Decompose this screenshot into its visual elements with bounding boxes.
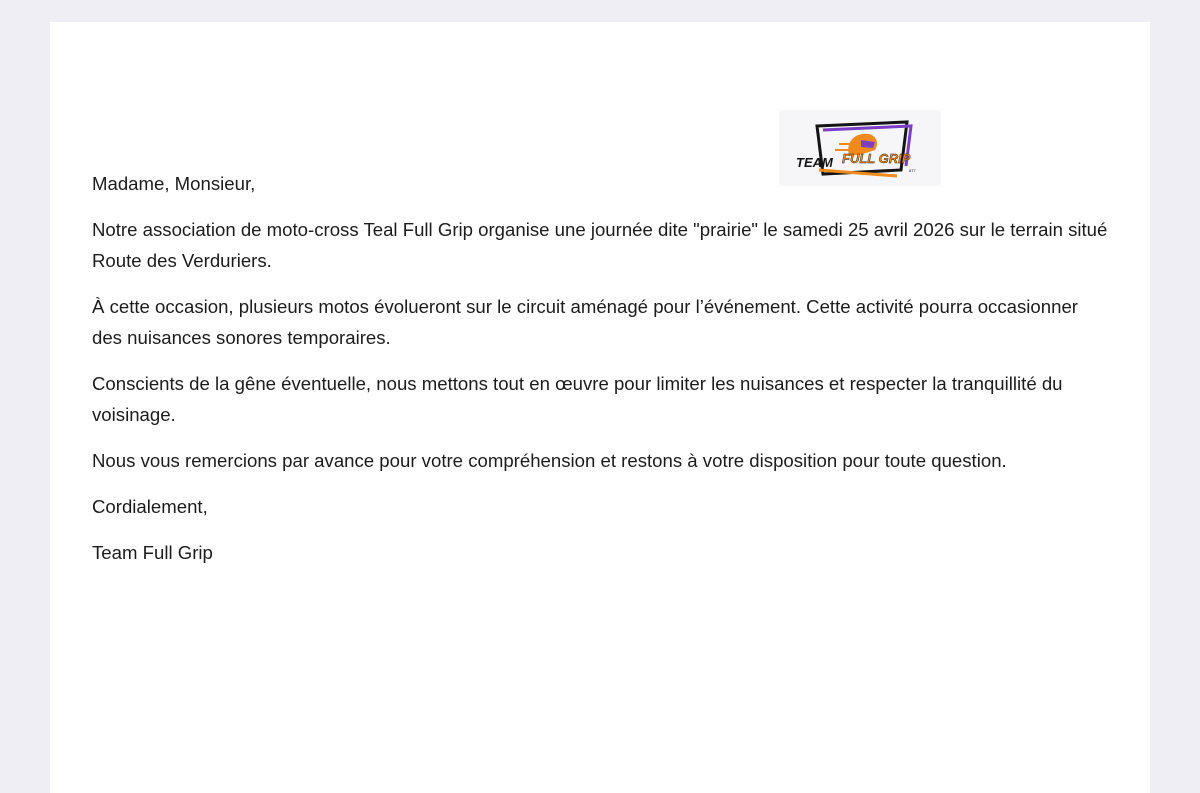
salutation: Madame, Monsieur, xyxy=(92,173,256,194)
letter-body xyxy=(92,168,1112,583)
logo-word-full-grip: FULL GRIP xyxy=(842,151,911,166)
paragraph-thanks: Nous vous remercions par avance pour votre compréhension et restons à votre disposition pour toute question. xyxy=(92,450,1007,471)
document-page xyxy=(50,22,1150,793)
paragraph-neighbourhood: Conscients de la gêne éventuelle, nous mettons tout en œuvre pour limiter les nuisances et respecter la tranquillité du voisinage. xyxy=(92,373,1063,425)
closing: Cordialement, xyxy=(92,496,208,517)
logo-word-team: TEAM xyxy=(796,155,833,170)
signature: Team Full Grip xyxy=(92,542,213,563)
paragraph-noise: À cette occasion, plusieurs motos évolueront sur le circuit aménagé pour l’événement. Cette activité pourra occasionner des nuisances sonores temporaires. xyxy=(92,296,1078,348)
logo-tagline: 877 xyxy=(909,168,916,173)
paragraph-event: Notre association de moto-cross Teal Full Grip organise une journée dite "prairie" le samedi 25 avril 2026 sur le terrain situé Route des Verduriers. xyxy=(92,219,1108,271)
